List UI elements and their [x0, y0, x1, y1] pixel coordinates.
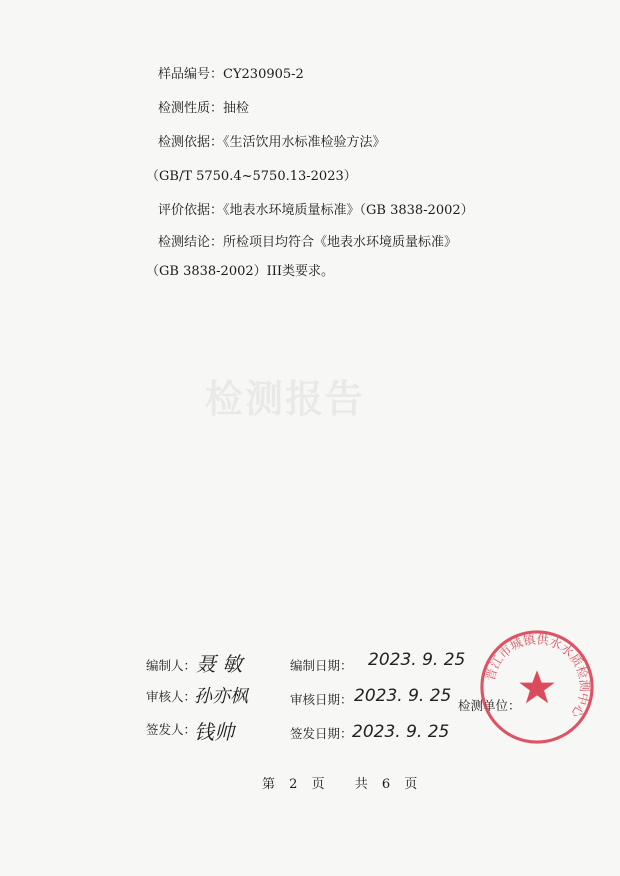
test-conclusion-cont: （GB 3838-2002）III类要求。 [146, 264, 335, 279]
test-basis: 检测依据：《生活饮用水标准检验方法》 [158, 135, 386, 150]
prepared-by-label: 编制人： [146, 658, 197, 673]
footer-page-number: 2 [289, 777, 298, 792]
issued-by-signature: 钱帅 [194, 720, 234, 744]
official-seal-stamp [478, 628, 596, 746]
footer-total-pages: 6 [381, 777, 391, 792]
prepared-date-handwritten: 2023. 9. 25 [368, 650, 466, 670]
reviewed-by-signature: 孙亦枫 [194, 686, 248, 707]
issued-date-handwritten: 2023. 9. 25 [352, 722, 450, 742]
issued-by-label: 签发人： [146, 722, 197, 737]
footer-total-label: 页 [404, 777, 418, 792]
background-show-through-text: 检测报告 [205, 376, 366, 421]
prepared-date-label: 编制日期： [290, 658, 353, 673]
reviewed-date-label: 审核日期： [290, 692, 353, 707]
reviewed-by-label: 审核人： [146, 689, 197, 704]
sample-number: 样品编号：CY230905-2 [158, 67, 304, 82]
test-basis-code: （GB/T 5750.4~5750.13-2023） [146, 169, 357, 184]
footer-page-label: 页 [311, 777, 325, 792]
testing-unit-label: 检测单位： [458, 698, 521, 713]
evaluation-basis: 评价依据：《地表水环境质量标准》（GB 3838-2002） [158, 203, 474, 218]
svg-text:晋江市城镇供水水质检测中心: 晋江市城镇供水水质检测中心 [483, 632, 592, 721]
test-nature: 检测性质：抽检 [158, 101, 250, 116]
prepared-by-signature: 聂 敏 [196, 652, 243, 676]
reviewed-date-handwritten: 2023. 9. 25 [354, 686, 452, 706]
test-conclusion: 检测结论：所检项目均符合《地表水环境质量标准》 [158, 235, 458, 250]
page-footer [262, 773, 417, 792]
footer-total-prefix: 共 [354, 777, 368, 792]
footer-prefix: 第 [262, 777, 276, 792]
issued-date-label: 签发日期： [290, 726, 353, 741]
seal-star-icon [519, 670, 554, 703]
